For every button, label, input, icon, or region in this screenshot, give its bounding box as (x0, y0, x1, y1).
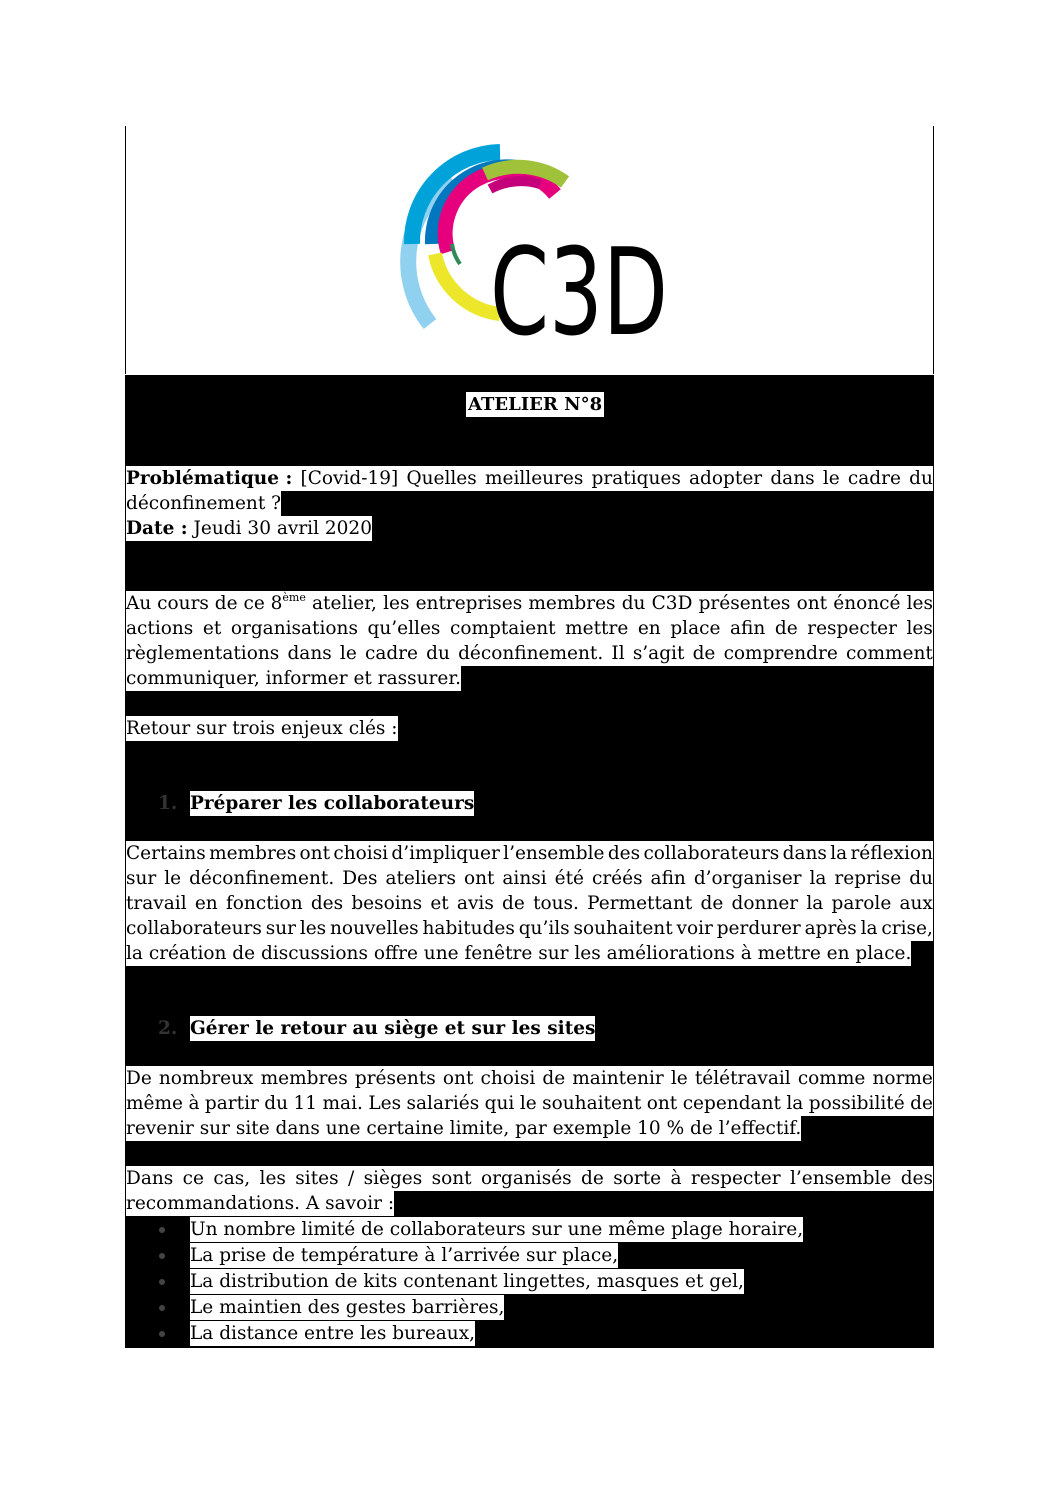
word: de (581, 1168, 604, 1189)
word: crise, (881, 918, 933, 939)
word: membres (528, 593, 616, 614)
word: Dans (126, 1168, 174, 1189)
word: dans (782, 843, 827, 864)
word: avis (456, 893, 494, 914)
word: déconfinement. (189, 868, 335, 889)
section-2-p2-line-1 (126, 1166, 933, 1191)
word: membres (209, 843, 297, 864)
word: fonction (225, 893, 303, 914)
bullet-dot (159, 1279, 165, 1285)
word: qu’ils (518, 918, 570, 939)
word: norme (872, 1068, 933, 1089)
word: les (906, 618, 933, 639)
intro-line-1 (126, 591, 933, 616)
issues-intro: Retour sur trois enjeux clés : (126, 718, 398, 739)
section-1-line-3 (126, 891, 933, 916)
word: du (426, 643, 450, 664)
word: énoncé (833, 593, 901, 614)
word: choisi (480, 1068, 536, 1089)
word: pratiques (591, 468, 681, 489)
page-title: ATELIER N°8 (468, 394, 603, 415)
word: sorte (613, 1168, 662, 1189)
word: la (830, 843, 848, 864)
word: maintenir (572, 1068, 664, 1089)
word: entreprises (415, 593, 523, 614)
word: organisations (230, 618, 358, 639)
word: sont (431, 1168, 472, 1189)
word: mai. (322, 1093, 363, 1114)
word: [Covid-19] (300, 468, 399, 489)
word: De (126, 1068, 152, 1089)
word: partir (204, 1093, 259, 1114)
list-item: Le maintien des gestes barrières, (190, 1297, 505, 1318)
word: et (202, 618, 222, 639)
word: respecter (690, 1168, 781, 1189)
bullet-dot (159, 1305, 165, 1311)
word: en (194, 893, 218, 914)
list-item: La distance entre les bureaux, (190, 1323, 476, 1344)
word: la (809, 868, 827, 889)
word: à (188, 1093, 200, 1114)
word: et (430, 893, 449, 914)
bullet-dot (159, 1331, 165, 1337)
word: déconfinement. (458, 643, 604, 664)
word: perdurer (716, 918, 801, 939)
word: Au cours de ce 8 (126, 593, 283, 614)
word: les (259, 1168, 286, 1189)
word: le (519, 1093, 537, 1114)
word: travail (126, 893, 187, 914)
word: atelier, (312, 593, 377, 614)
word: du (264, 1093, 289, 1114)
word: meilleures (484, 468, 584, 489)
word: actions (126, 618, 194, 639)
word: membres (260, 1068, 348, 1089)
list-item: Un nombre limité de collaborateurs sur une même plage horaire, (190, 1219, 804, 1240)
word: collaborateurs (126, 918, 262, 939)
word: 11 (293, 1093, 318, 1114)
word: aux (899, 893, 933, 914)
word: sièges (363, 1168, 423, 1189)
word: mettre (565, 618, 629, 639)
word: cas, (213, 1168, 251, 1189)
word: ateliers (385, 868, 456, 889)
word: voir (676, 918, 713, 939)
word: salariés (406, 1093, 480, 1114)
word: ont (796, 593, 828, 614)
word: tous. (533, 893, 579, 914)
section-1-line-2 (126, 866, 933, 891)
word: le (670, 1068, 688, 1089)
word: de (700, 893, 724, 914)
word: le (822, 468, 840, 489)
word: Permettant (587, 893, 693, 914)
word: Les (368, 1093, 402, 1114)
word: présentes (698, 593, 791, 614)
word: souhaitent (573, 918, 673, 939)
word: des (607, 843, 641, 864)
word: l’ensemble (503, 843, 605, 864)
word: collaborateurs (643, 843, 780, 864)
date-label: Date : (126, 518, 188, 539)
word: possibilité (808, 1093, 905, 1114)
word: donner (731, 893, 799, 914)
word: afin (730, 618, 766, 639)
word: ont (442, 1068, 474, 1089)
word: choisi (333, 843, 389, 864)
word: règlementations (126, 643, 280, 664)
word: dans (770, 468, 815, 489)
word: du (909, 868, 933, 889)
list-item: La prise de température à l’arrivée sur place, (190, 1245, 619, 1266)
problem-line-1 (126, 466, 933, 491)
word: qu’elles (367, 618, 441, 639)
word: après (804, 918, 857, 939)
word: de (542, 1068, 566, 1089)
word: Certains (126, 843, 206, 864)
word: sur (126, 868, 157, 889)
word: parole (831, 893, 892, 914)
section-2-number: 2. (158, 1018, 178, 1039)
list-item: La distribution de kits contenant lingettes, masques et gel, (190, 1271, 744, 1292)
logo-cell (125, 126, 934, 374)
section-2-heading: Gérer le retour au siège et sur les sites (190, 1018, 596, 1039)
word: l’ensemble (789, 1168, 892, 1189)
word: la (806, 893, 824, 914)
word: à (670, 1168, 682, 1189)
word: / (347, 1168, 355, 1189)
word: besoins (351, 893, 423, 914)
intro-line-2 (126, 616, 933, 641)
word: cependant (682, 1093, 781, 1114)
section-1-line-5: la création de discussions offre une fenêtre sur les améliorations à mettre en place. (126, 943, 912, 964)
word: ème (282, 591, 306, 604)
word: télétravail (694, 1068, 791, 1089)
word: respecter (807, 618, 897, 639)
word: le (164, 868, 182, 889)
word: sur (265, 918, 296, 939)
problem-line-2: déconfinement ? (126, 493, 282, 514)
word: sites (295, 1168, 339, 1189)
word: de (692, 643, 716, 664)
word: s’agit (632, 643, 685, 664)
section-1-number: 1. (158, 793, 178, 814)
word: les (906, 593, 933, 614)
word: souhaitent (542, 1093, 642, 1114)
word: en (637, 618, 661, 639)
word: cadre (364, 643, 418, 664)
section-2-p2-line-2: recommandations. A savoir : (126, 1193, 395, 1214)
section-2-p1-line-2 (126, 1091, 933, 1116)
word: afin (650, 868, 686, 889)
word: Quelles (406, 468, 477, 489)
word: présents (354, 1068, 436, 1089)
word: des (900, 1168, 933, 1189)
word: ont (299, 843, 331, 864)
word: ont (463, 868, 495, 889)
word: reprise (834, 868, 902, 889)
word: d’organiser (693, 868, 802, 889)
word: même (126, 1093, 183, 1114)
word: du (909, 468, 933, 489)
bullet-dot (159, 1227, 165, 1233)
word: ce (182, 1168, 204, 1189)
word: nouvelles (330, 918, 419, 939)
word: ont (646, 1093, 678, 1114)
section-2-p1-line-1 (126, 1066, 933, 1091)
word: Des (342, 868, 378, 889)
word: la (860, 918, 878, 939)
word: cadre (847, 468, 901, 489)
word: la (786, 1093, 804, 1114)
word: C3D (651, 593, 693, 614)
date-line (126, 516, 372, 541)
intro-line-4: communiquer, informer et rassurer. (126, 668, 462, 689)
bullet-dot (159, 1253, 165, 1259)
section-1-line-1 (126, 841, 933, 866)
word: organisés (481, 1168, 572, 1189)
word: adopter (689, 468, 763, 489)
word: dans (287, 643, 332, 664)
word: qui (484, 1093, 515, 1114)
word: comment (845, 643, 933, 664)
word: comprendre (723, 643, 838, 664)
word: comptaient (449, 618, 556, 639)
word: créés (591, 868, 643, 889)
logo-text: C3D (490, 224, 668, 363)
c3d-logo (390, 134, 670, 369)
word: les (383, 593, 410, 614)
problem-label: Problématique : (126, 468, 293, 489)
word: ainsi (502, 868, 547, 889)
word: des (310, 893, 344, 914)
word: les (299, 918, 327, 939)
word: du (621, 593, 646, 614)
word: été (554, 868, 584, 889)
word: de (774, 618, 798, 639)
word: de (502, 893, 525, 914)
word: le (339, 643, 357, 664)
word: de (910, 1093, 933, 1114)
section-1-line-4 (126, 916, 933, 941)
word: comme (797, 1068, 866, 1089)
section-2-p1-line-3: revenir sur site dans une certaine limite, par exemple 10 % de l’effectif. (126, 1118, 802, 1139)
date-value: Jeudi 30 avril 2020 (193, 518, 372, 539)
word: d’impliquer (391, 843, 500, 864)
word: réflexion (850, 843, 933, 864)
word: place (670, 618, 721, 639)
word: habitudes (422, 918, 515, 939)
word: nombreux (158, 1068, 254, 1089)
word: Il (611, 643, 625, 664)
intro-line-3 (126, 641, 933, 666)
section-1-heading: Préparer les collaborateurs (190, 793, 475, 814)
